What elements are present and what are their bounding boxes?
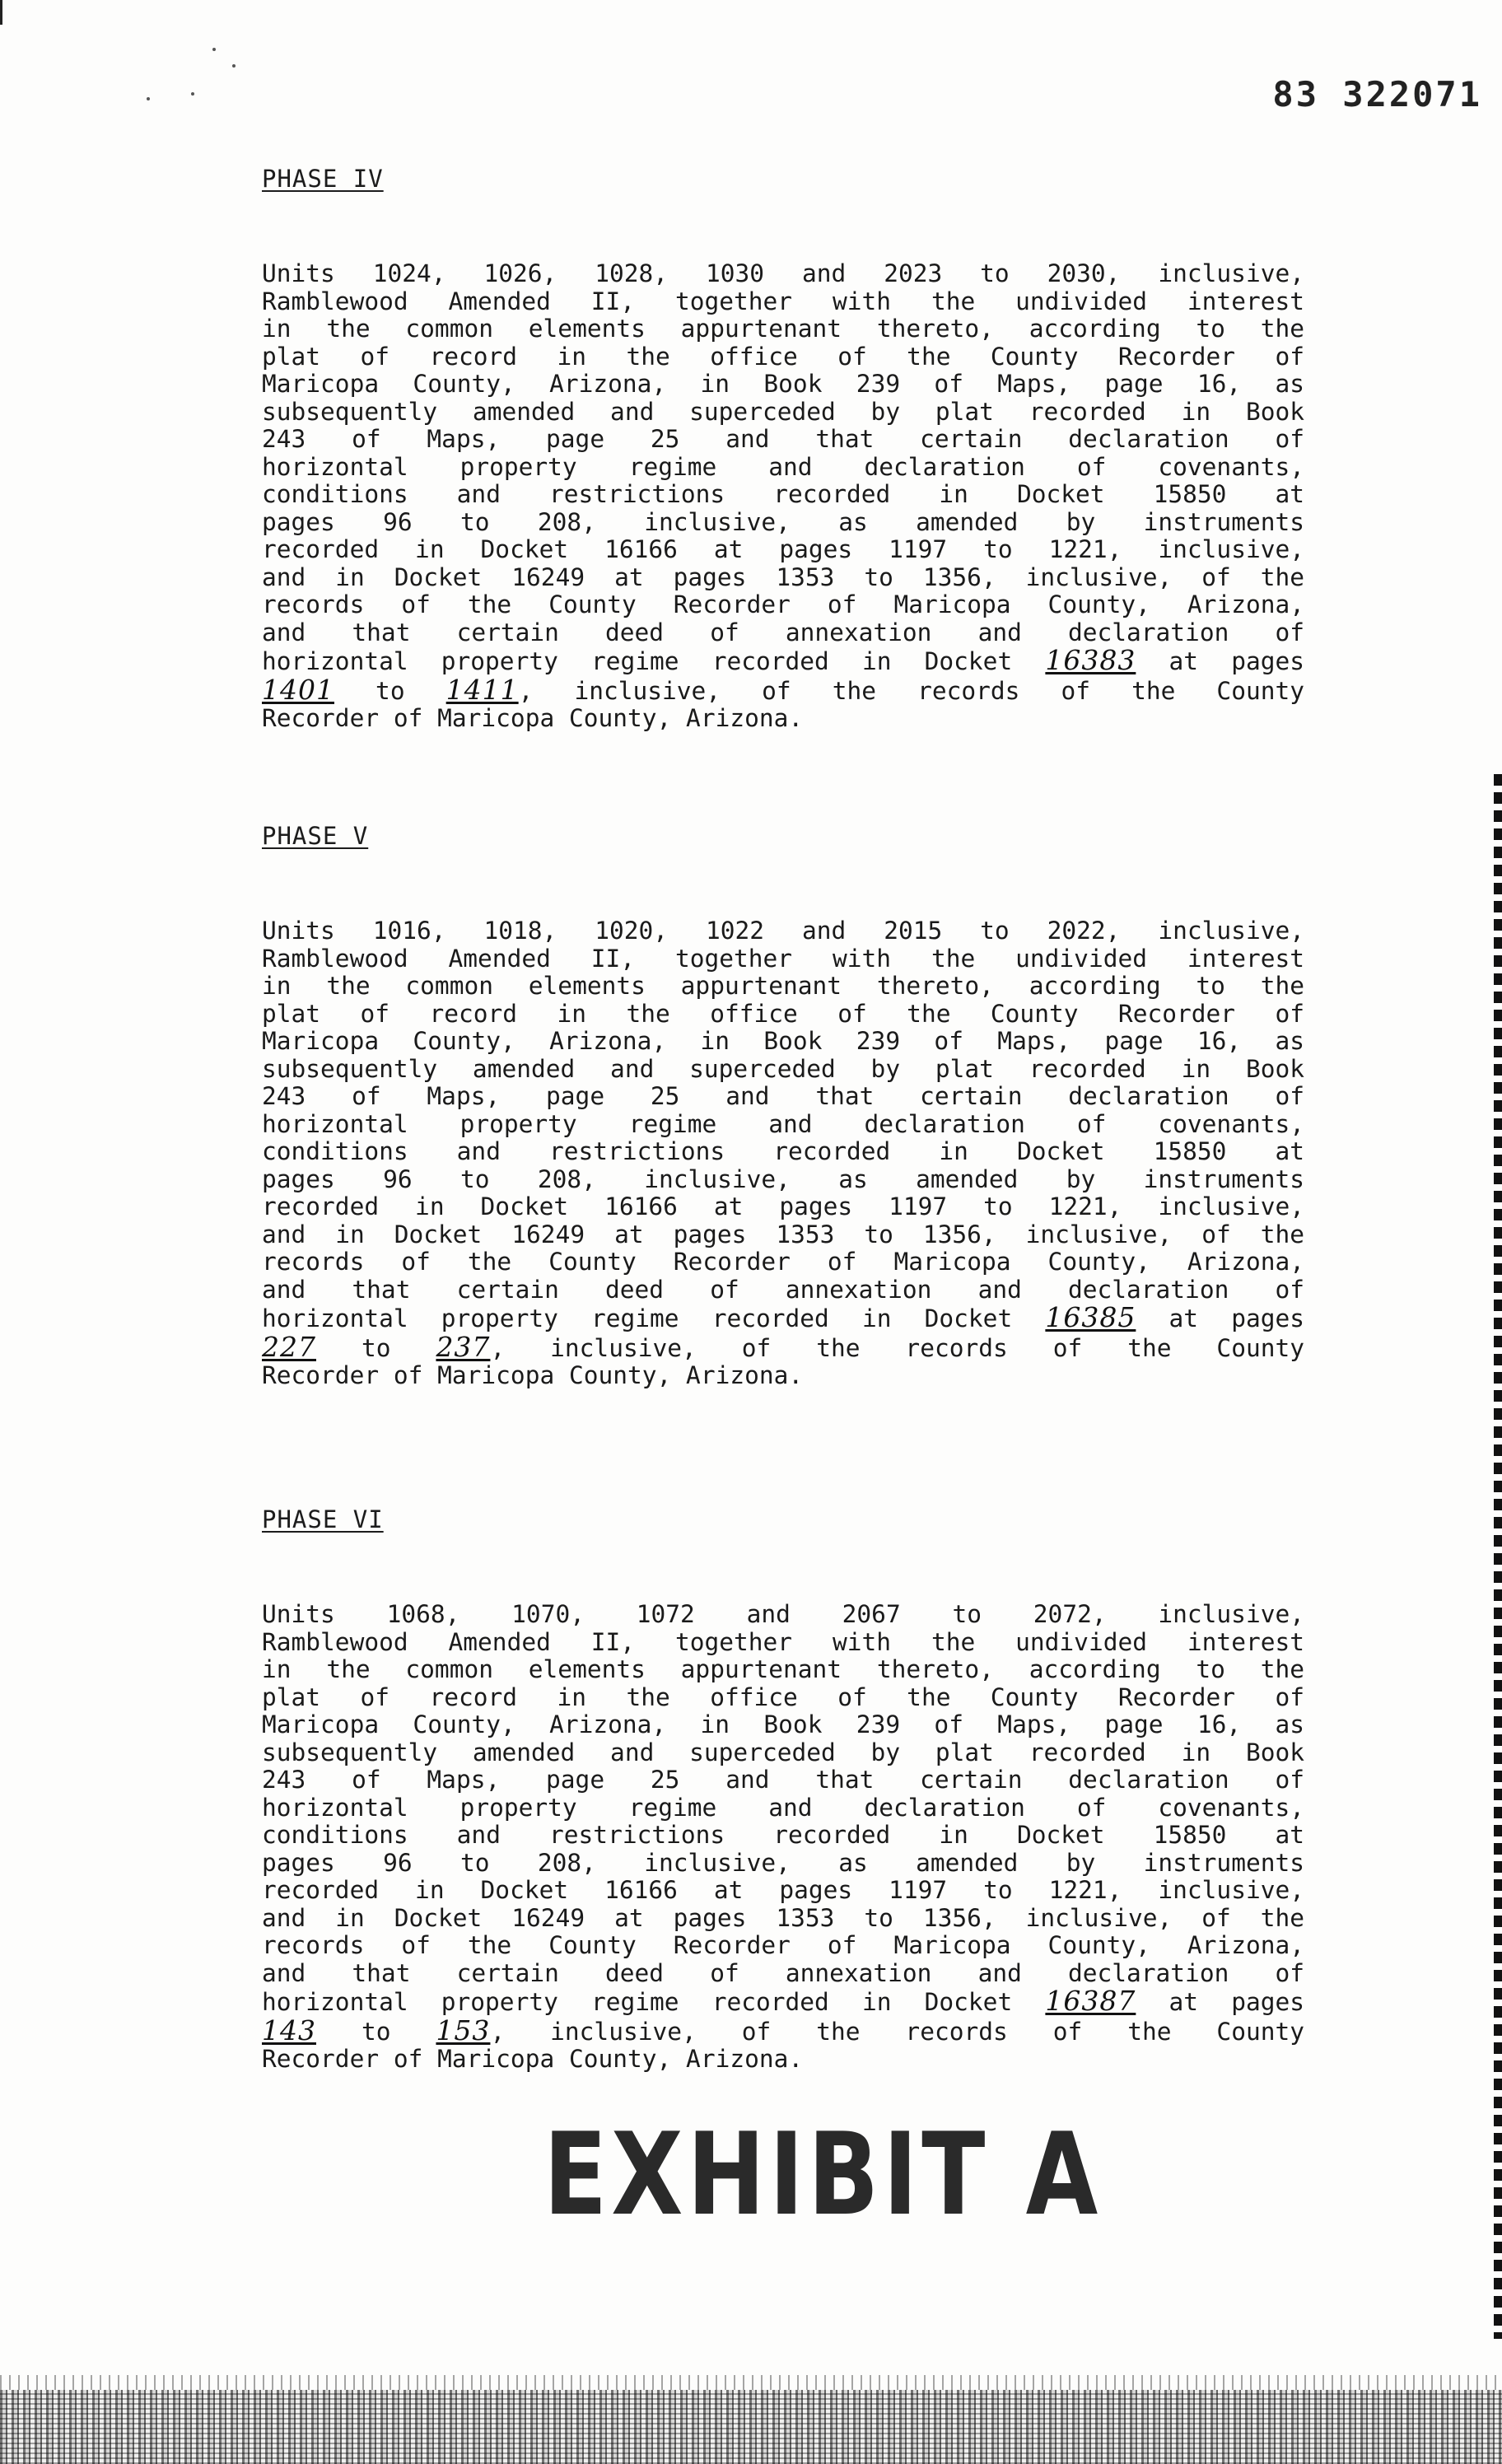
pages-line	[262, 1330, 1304, 1363]
text-line: Ramblewood Amended II, together with the undivided interest	[262, 287, 1304, 315]
docket-line	[262, 646, 1304, 676]
text-line: horizontal property regime and declaration of covenants,	[262, 452, 1304, 481]
pages-line	[262, 673, 1304, 706]
text-line: recorded in Docket 16166 at pages 1197 to 1221, inclusive,	[262, 1192, 1304, 1220]
text-line: Units 1068, 1070, 1072 and 2067 to 2072, inclusive,	[262, 1600, 1304, 1628]
handwritten-docket-number: 16387	[1045, 1985, 1136, 2017]
docket-line-prefix: horizontal property regime recorded in Docket	[262, 1304, 1046, 1332]
legal-description	[262, 917, 1304, 1390]
text-line: 243 of Maps, page 25 and that certain declaration of	[262, 1766, 1304, 1794]
text-line: recorded in Docket 16166 at pages 1197 to 1221, inclusive,	[262, 535, 1304, 563]
handwritten-docket-number: 16385	[1045, 1301, 1136, 1333]
section-heading: PHASE IV	[262, 165, 384, 193]
phase-section	[262, 1505, 1304, 2074]
text-line: Maricopa County, Arizona, in Book 239 of Maps, page 16, as	[262, 1027, 1304, 1055]
pages-line-suffix: , inclusive, of the records of the County	[518, 676, 1304, 705]
text-line: Ramblewood Amended II, together with the undivided interest	[262, 944, 1304, 973]
document-number: 83 322071	[1272, 74, 1482, 114]
pages-line-suffix: , inclusive, of the records of the County	[490, 2017, 1304, 2046]
text-line: records of the County Recorder of Maricopa County, Arizona,	[262, 1248, 1304, 1276]
docket-line-prefix: horizontal property regime recorded in Docket	[262, 1988, 1046, 2016]
text-line: horizontal property regime and declaration of covenants,	[262, 1793, 1304, 1822]
text-line: records of the County Recorder of Maricopa County, Arizona,	[262, 1931, 1304, 1959]
text-line-final: Recorder of Maricopa County, Arizona.	[262, 704, 804, 732]
scan-speck	[147, 97, 150, 100]
section-heading: PHASE V	[262, 822, 369, 850]
handwritten-page-to: 153	[436, 2014, 491, 2046]
text-line: Maricopa County, Arizona, in Book 239 of Maps, page 16, as	[262, 370, 1304, 398]
text-line: conditions and restrictions recorded in Docket 15850 at	[262, 480, 1304, 508]
text-line: and that certain deed of annexation and declaration of	[262, 618, 1304, 646]
docket-line-suffix: at pages	[1136, 647, 1304, 675]
text-line: 243 of Maps, page 25 and that certain declaration of	[262, 1082, 1304, 1110]
handwritten-page-to: 237	[436, 1330, 491, 1363]
text-line-final: Recorder of Maricopa County, Arizona.	[262, 2045, 804, 2073]
handwritten-page-from: 143	[262, 2014, 316, 2046]
docket-line	[262, 1301, 1304, 1333]
handwritten-page-to: 1411	[445, 673, 519, 706]
text-line: plat of record in the office of the County Recorder of	[262, 342, 1304, 371]
handwritten-page-from: 1401	[262, 673, 334, 706]
docket-line-prefix: horizontal property regime recorded in Docket	[262, 647, 1046, 675]
legal-description	[262, 260, 1304, 733]
phase-section	[262, 165, 1304, 733]
text-line: subsequently amended and superceded by plat recorded in Book	[262, 397, 1304, 426]
scan-edge-mark	[0, 0, 2, 25]
text-line: subsequently amended and superceded by plat recorded in Book	[262, 1054, 1304, 1083]
text-line: conditions and restrictions recorded in Docket 15850 at	[262, 1821, 1304, 1849]
pages-line	[262, 2014, 1304, 2046]
text-line: and that certain deed of annexation and declaration of	[262, 1275, 1304, 1304]
text-line: Units 1016, 1018, 1020, 1022 and 2015 to 2022, inclusive,	[262, 917, 1304, 945]
text-line: Ramblewood Amended II, together with the undivided interest	[262, 1627, 1304, 1656]
phase-section	[262, 822, 1304, 1390]
text-line: Maricopa County, Arizona, in Book 239 of Maps, page 16, as	[262, 1710, 1304, 1738]
text-line: plat of record in the office of the County Recorder of	[262, 1682, 1304, 1711]
text-line: and in Docket 16249 at pages 1353 to 1356, inclusive, of the	[262, 562, 1304, 591]
exhibit-stamp: EXHIBIT A	[543, 2108, 1103, 2241]
docket-line-suffix: at pages	[1136, 1304, 1304, 1332]
text-line: Units 1024, 1026, 1028, 1030 and 2023 to 2030, inclusive,	[262, 259, 1304, 287]
text-line: recorded in Docket 16166 at pages 1197 to 1221, inclusive,	[262, 1876, 1304, 1904]
text-line: pages 96 to 208, inclusive, as amended by instruments	[262, 507, 1304, 536]
text-line: in the common elements appurtenant thereto, according to the	[262, 315, 1304, 343]
page-range-separator: to	[334, 676, 446, 705]
page-range-separator: to	[316, 2017, 436, 2046]
scan-speck	[212, 48, 216, 51]
text-line: in the common elements appurtenant thereto, according to the	[262, 972, 1304, 1000]
text-line: pages 96 to 208, inclusive, as amended by instruments	[262, 1164, 1304, 1193]
text-line: and in Docket 16249 at pages 1353 to 1356, inclusive, of the	[262, 1903, 1304, 1932]
scan-speck	[191, 92, 194, 96]
text-line: in the common elements appurtenant thereto, according to the	[262, 1655, 1304, 1683]
text-line: plat of record in the office of the County Recorder of	[262, 999, 1304, 1028]
docket-line	[262, 1987, 1304, 2017]
scan-noise-band	[0, 2390, 1502, 2464]
text-line: pages 96 to 208, inclusive, as amended by instruments	[262, 1848, 1304, 1877]
docket-line-suffix: at pages	[1136, 1988, 1304, 2016]
text-line-final: Recorder of Maricopa County, Arizona.	[262, 1361, 804, 1389]
page-range-separator: to	[316, 1333, 436, 1362]
handwritten-docket-number: 16383	[1045, 644, 1136, 676]
scan-noise-band	[0, 2375, 1502, 2390]
text-line: horizontal property regime and declaration of covenants,	[262, 1109, 1304, 1138]
scan-speck	[232, 64, 236, 68]
text-line: subsequently amended and superceded by plat recorded in Book	[262, 1738, 1304, 1766]
handwritten-page-from: 227	[262, 1330, 316, 1363]
text-line: records of the County Recorder of Maricopa County, Arizona,	[262, 590, 1304, 618]
text-line: 243 of Maps, page 25 and that certain declaration of	[262, 425, 1304, 453]
pages-line-suffix: , inclusive, of the records of the County	[490, 1333, 1304, 1362]
scan-edge-right	[1494, 774, 1502, 2339]
text-line: and in Docket 16249 at pages 1353 to 1356, inclusive, of the	[262, 1220, 1304, 1248]
section-heading: PHASE VI	[262, 1505, 384, 1533]
text-line: and that certain deed of annexation and declaration of	[262, 1958, 1304, 1987]
text-line: conditions and restrictions recorded in Docket 15850 at	[262, 1137, 1304, 1165]
legal-description	[262, 1601, 1304, 2074]
